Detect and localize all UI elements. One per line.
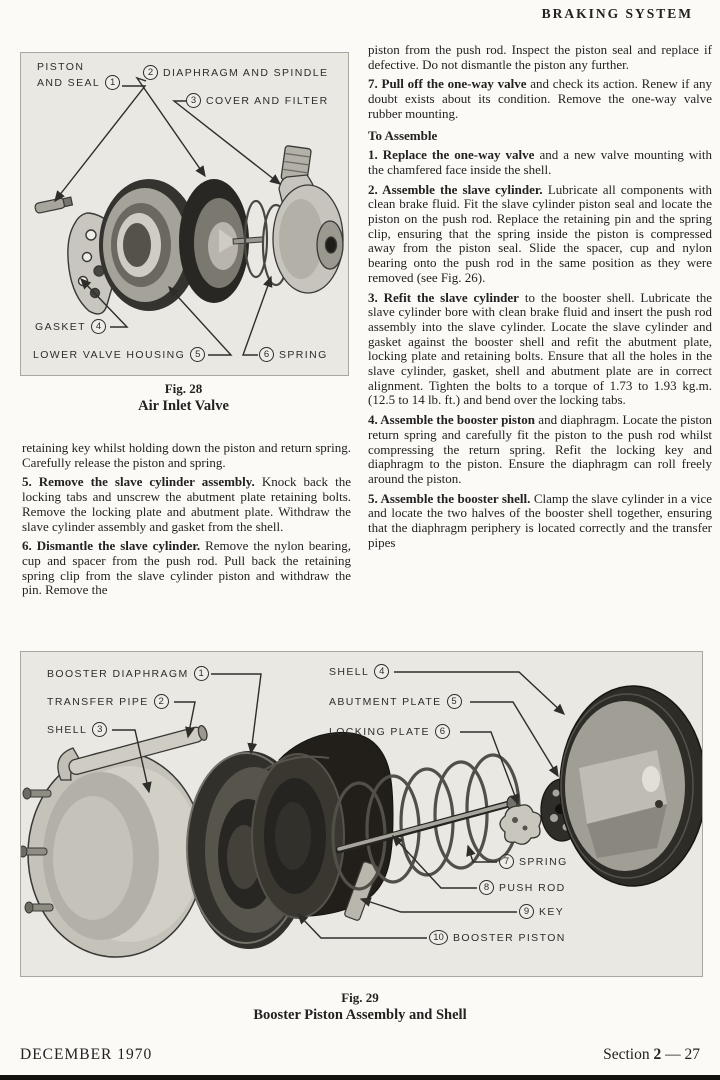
figure-28-air-inlet-valve xyxy=(20,52,349,376)
left-shell-part xyxy=(21,751,204,957)
label-text: TRANSFER PIPE xyxy=(47,695,149,708)
fig28-caption-number: Fig. 28 xyxy=(164,381,203,396)
part-number-badge: 1 xyxy=(194,666,209,681)
label-text: PISTON xyxy=(37,61,85,73)
fig28-label-lower-valve-housing xyxy=(33,347,205,362)
part-number-badge: 5 xyxy=(447,694,462,709)
paragraph xyxy=(368,43,712,72)
part-number-badge: 2 xyxy=(154,694,169,709)
paragraph-text: and diaphragm. Locate the piston return spring and carefully fit the piston to the push rod whilst compressing the return spring. Refit the locking key and diaphragm to the piston. Ensure the diaphragm can roll freely around the piston. xyxy=(368,412,712,486)
part-number-badge: 6 xyxy=(435,724,450,739)
paragraph xyxy=(368,148,712,177)
footer-date: DECEMBER 1970 xyxy=(20,1046,153,1063)
footer-section-label: Section xyxy=(603,1046,654,1063)
cover-and-filter-part xyxy=(273,146,343,293)
paragraph-text: Knock back the locking tabs and unscrew the abutment plate retaining bolts. Remove the locking plate and abutment plate. Withdraw the slave cylinder assembly and gasket from the shell. xyxy=(22,474,351,534)
label-text: PUSH ROD xyxy=(499,881,566,894)
paragraph-text: retaining key whilst holding down the piston and return spring. Carefully release the piston and spring. xyxy=(22,440,351,470)
label-text: KEY xyxy=(539,905,565,918)
paragraph xyxy=(22,441,351,470)
right-shell-part xyxy=(560,686,702,886)
part-number-badge: 8 xyxy=(479,880,494,895)
to-assemble-heading: To Assemble xyxy=(368,127,438,143)
label-text: SHELL xyxy=(47,723,88,736)
paragraph-lead: 2. Assemble the slave cylinder. xyxy=(368,181,543,197)
page-bottom-scan-edge xyxy=(0,1075,720,1080)
label-text: SHELL xyxy=(329,665,370,678)
footer-section-number: 2 xyxy=(653,1046,662,1063)
fig29-caption-title: Booster Piston Assembly and Shell xyxy=(253,1007,467,1023)
footer-section-page xyxy=(603,1046,700,1064)
part-number-badge: 10 xyxy=(429,930,448,945)
label-text: ABUTMENT PLATE xyxy=(329,695,442,708)
part-number-badge: 7 xyxy=(499,854,514,869)
diaphragm-and-spindle-part xyxy=(179,179,263,303)
fig29-label-transfer-pipe xyxy=(47,694,169,709)
part-number-badge: 4 xyxy=(374,664,389,679)
paragraph xyxy=(368,183,712,286)
paragraph-text: Lubricate all components with clean brake fluid. Fit the slave cylinder piston seal and locate the piston on the push rod. Replace the retaining pin and the spring clip, ensuring that the spring inside the piston is compressed away from the piston seal. Slide the spacer, cup and nylon bearing onto the push rod in the same position as they were removed (see Fig. 26). xyxy=(368,181,712,285)
paragraph-lead: 3. Refit the slave cylinder xyxy=(368,289,519,305)
fig28-label-gasket xyxy=(35,319,106,334)
paragraph xyxy=(368,492,712,551)
leader-booster-piston xyxy=(298,914,427,938)
fig29-label-key xyxy=(519,904,564,919)
fig28-caption-title: Air Inlet Valve xyxy=(138,398,229,414)
page-header-title: BRAKING SYSTEM xyxy=(541,6,693,21)
paragraph-lead: 4. Assemble the booster piston xyxy=(368,412,536,428)
fig29-label-shell-left xyxy=(47,722,107,737)
leader-booster-diaphragm xyxy=(211,674,261,753)
fig28-label-spring xyxy=(259,347,328,362)
label-text: BOOSTER DIAPHRAGM xyxy=(47,667,189,680)
piston-and-seal-part xyxy=(34,196,72,213)
part-number-badge: 6 xyxy=(259,347,274,362)
fig29-label-abutment-plate xyxy=(329,694,462,709)
label-text: DIAPHRAGM AND SPINDLE xyxy=(163,66,329,79)
fig28-label-diaphragm-and-spindle xyxy=(143,65,328,80)
locking-plate-part xyxy=(500,805,541,844)
right-text-column xyxy=(368,43,712,556)
figure-29-booster-piston-assembly xyxy=(20,651,703,977)
leader-valve-spring xyxy=(243,277,271,355)
paragraph xyxy=(368,77,712,121)
label-text: GASKET xyxy=(35,320,86,333)
part-number-badge: 2 xyxy=(143,65,158,80)
label-text: LOCKING PLATE xyxy=(329,725,430,738)
paragraph-lead: 5. Remove the slave cylinder assembly. xyxy=(22,474,255,490)
paragraph-text: and a new valve mounting with the chamfered face inside the shell. xyxy=(368,147,712,177)
label-text: BOOSTER PISTON xyxy=(453,931,566,944)
paragraph-text: to the booster shell. Lubricate the slave cylinder bore with clean brake fluid and insert the push rod assembly into the slave cylinder. Locate the slave cylinder and gasket against the booster shell and refit the abutment plate, locking plate and retaining bolts. Ensure that all the holes in the slave cylinder, gasket, shell and abutment plate are in correct alignment. Tighten the bolts to a torque of 1.73 to 1.93 kg.m. (12.5 to 14 lb. ft.) and bend over the locking tabs. xyxy=(368,289,712,408)
leader-cover-and-filter xyxy=(174,101,280,184)
label-text: AND SEAL xyxy=(37,76,101,89)
fig28-label-piston-and-seal xyxy=(37,61,120,90)
part-number-badge: 5 xyxy=(190,347,205,362)
part-number-badge: 3 xyxy=(186,93,201,108)
label-text: LOWER VALVE HOUSING xyxy=(33,348,186,361)
part-number-badge: 3 xyxy=(92,722,107,737)
paragraph-text: and check its action. Renew if any doubt exists about its condition. Remove the one-way valve rubber mounting. xyxy=(368,76,712,121)
paragraph-text: piston from the push rod. Inspect the piston seal and replace if defective. Do not dismantle the piston any further. xyxy=(368,42,712,72)
fig29-caption-number: Fig. 29 xyxy=(341,990,379,1005)
paragraph-lead: 1. Replace the one-way valve xyxy=(368,147,535,163)
fig29-label-locking-plate xyxy=(329,724,450,739)
paragraph-lead: 5. Assemble the booster shell. xyxy=(368,490,531,506)
footer-page-number: — 27 xyxy=(661,1046,700,1063)
label-text: SPRING xyxy=(519,855,568,868)
paragraph xyxy=(22,539,351,598)
paragraph xyxy=(368,291,712,409)
label-text: COVER AND FILTER xyxy=(206,94,329,107)
paragraph-lead: 6. Dismantle the slave cylinder. xyxy=(22,538,201,554)
fig29-label-booster-piston xyxy=(429,930,566,945)
paragraph-lead: 7. Pull off the one-way valve xyxy=(368,76,527,92)
label-text: SPRING xyxy=(279,348,328,361)
fig28-label-cover-and-filter xyxy=(186,93,329,108)
paragraph-text: Clamp the slave cylinder in a vice and locate the two halves of the booster shell together, ensuring that the diaphragm periphery is located correctly and the transfer pipes xyxy=(368,490,712,550)
fig29-label-booster-diaphragm xyxy=(47,666,209,681)
leader-push-rod xyxy=(393,836,477,888)
leader-abutment-plate xyxy=(470,702,558,776)
part-number-badge: 9 xyxy=(519,904,534,919)
paragraph xyxy=(368,413,712,487)
left-text-column xyxy=(22,441,351,603)
fig29-label-spring xyxy=(499,854,568,869)
fig29-label-push-rod xyxy=(479,880,566,895)
leader-key xyxy=(361,899,517,912)
paragraph-text: Remove the nylon bearing, cup and spacer from the push rod. Pull back the retaining spring clip from the slave cylinder piston and withdraw the pin. Remove the xyxy=(22,538,351,598)
part-number-badge: 4 xyxy=(91,319,106,334)
paragraph xyxy=(22,475,351,534)
fig29-label-shell-right xyxy=(329,664,389,679)
part-number-badge: 1 xyxy=(105,75,120,90)
